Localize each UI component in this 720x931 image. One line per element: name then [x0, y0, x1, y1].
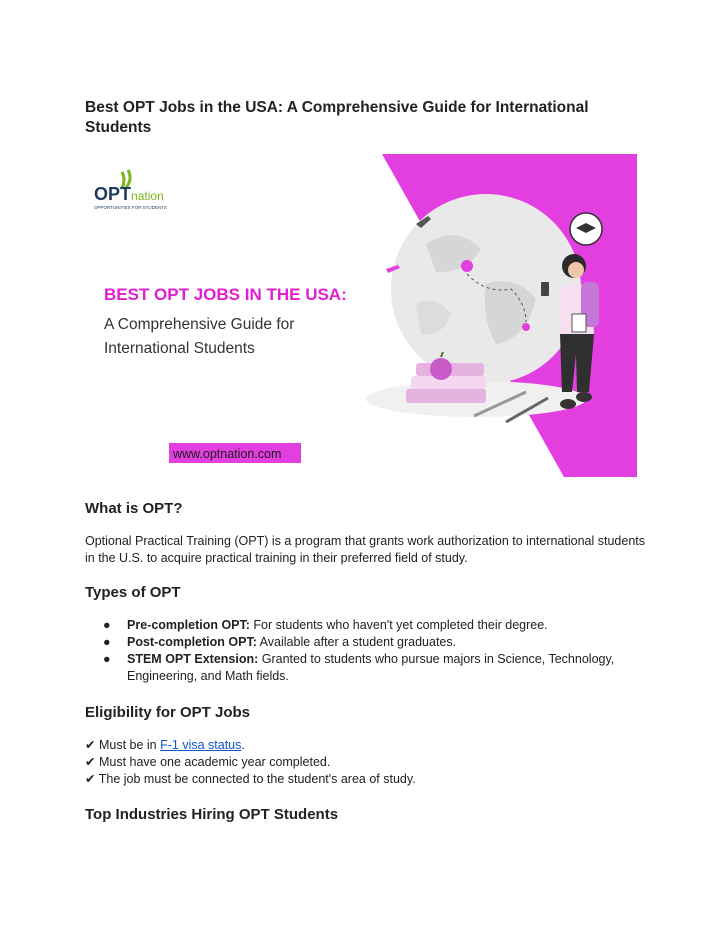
document-title: Best OPT Jobs in the USA: A Comprehensive Guide for International Students — [85, 99, 589, 136]
hero-subhead-line2: International Students — [104, 340, 255, 357]
list-item — [85, 771, 645, 788]
heading-eligibility: Eligibility for OPT Jobs — [85, 704, 251, 721]
list-item-term: STEM OPT Extension: — [127, 652, 259, 666]
f1-visa-status-link[interactable]: F-1 visa status — [160, 738, 242, 752]
bullet-icon: ● — [103, 618, 111, 632]
checkmark-icon: ✔ — [85, 755, 96, 769]
hero-banner-image — [86, 154, 637, 477]
list-item-text: The job must be connected to the student's area of study. — [98, 772, 416, 786]
logo-wordmark-suffix: nation — [131, 189, 164, 203]
optnation-logo — [94, 170, 167, 210]
location-pin-icon — [522, 323, 530, 331]
heading-top-industries: Top Industries Hiring OPT Students — [85, 806, 339, 823]
list-item-text: Must have one academic year completed. — [98, 755, 331, 769]
list-item — [85, 737, 645, 754]
eligibility-list — [85, 737, 645, 788]
list-item-text-suffix: . — [241, 738, 245, 752]
list-item — [85, 634, 645, 651]
list-item-desc: Granted to students who pursue majors in Science, Technology, Engineering, and Math fields. — [127, 652, 615, 683]
checkmark-icon: ✔ — [85, 772, 96, 786]
what-is-opt-paragraph: Optional Practical Training (OPT) is a program that grants work authorization to international students in the U.S. to acquire practical training in their preferred field of study. — [85, 534, 645, 565]
list-item — [85, 617, 645, 634]
list-item-desc: For students who haven't yet completed their degree. — [253, 618, 548, 632]
list-item-text: Must be in — [98, 738, 161, 752]
logo-tagline: OPPORTUNITIES FOR STUDENTS — [94, 205, 167, 210]
logo-wordmark: OPTnation — [94, 184, 164, 204]
list-item — [85, 651, 645, 685]
hero-headline: BEST OPT JOBS IN THE USA: — [104, 285, 347, 304]
types-of-opt-list — [85, 617, 645, 685]
heading-types-of-opt: Types of OPT — [85, 584, 181, 601]
list-item-desc: Available after a student graduates. — [259, 635, 457, 649]
heading-what-is-opt: What is OPT? — [85, 500, 183, 517]
bullet-icon: ● — [103, 635, 111, 649]
list-item-term: Post-completion OPT: — [127, 635, 257, 649]
list-item — [85, 754, 645, 771]
checkmark-icon: ✔ — [85, 738, 96, 752]
bullet-icon: ● — [103, 652, 111, 666]
location-pin-icon — [461, 260, 473, 272]
list-item-term: Pre-completion OPT: — [127, 618, 250, 632]
hero-url: www.optnation.com — [173, 447, 282, 461]
hero-subhead-line1: A Comprehensive Guide for — [104, 316, 295, 333]
